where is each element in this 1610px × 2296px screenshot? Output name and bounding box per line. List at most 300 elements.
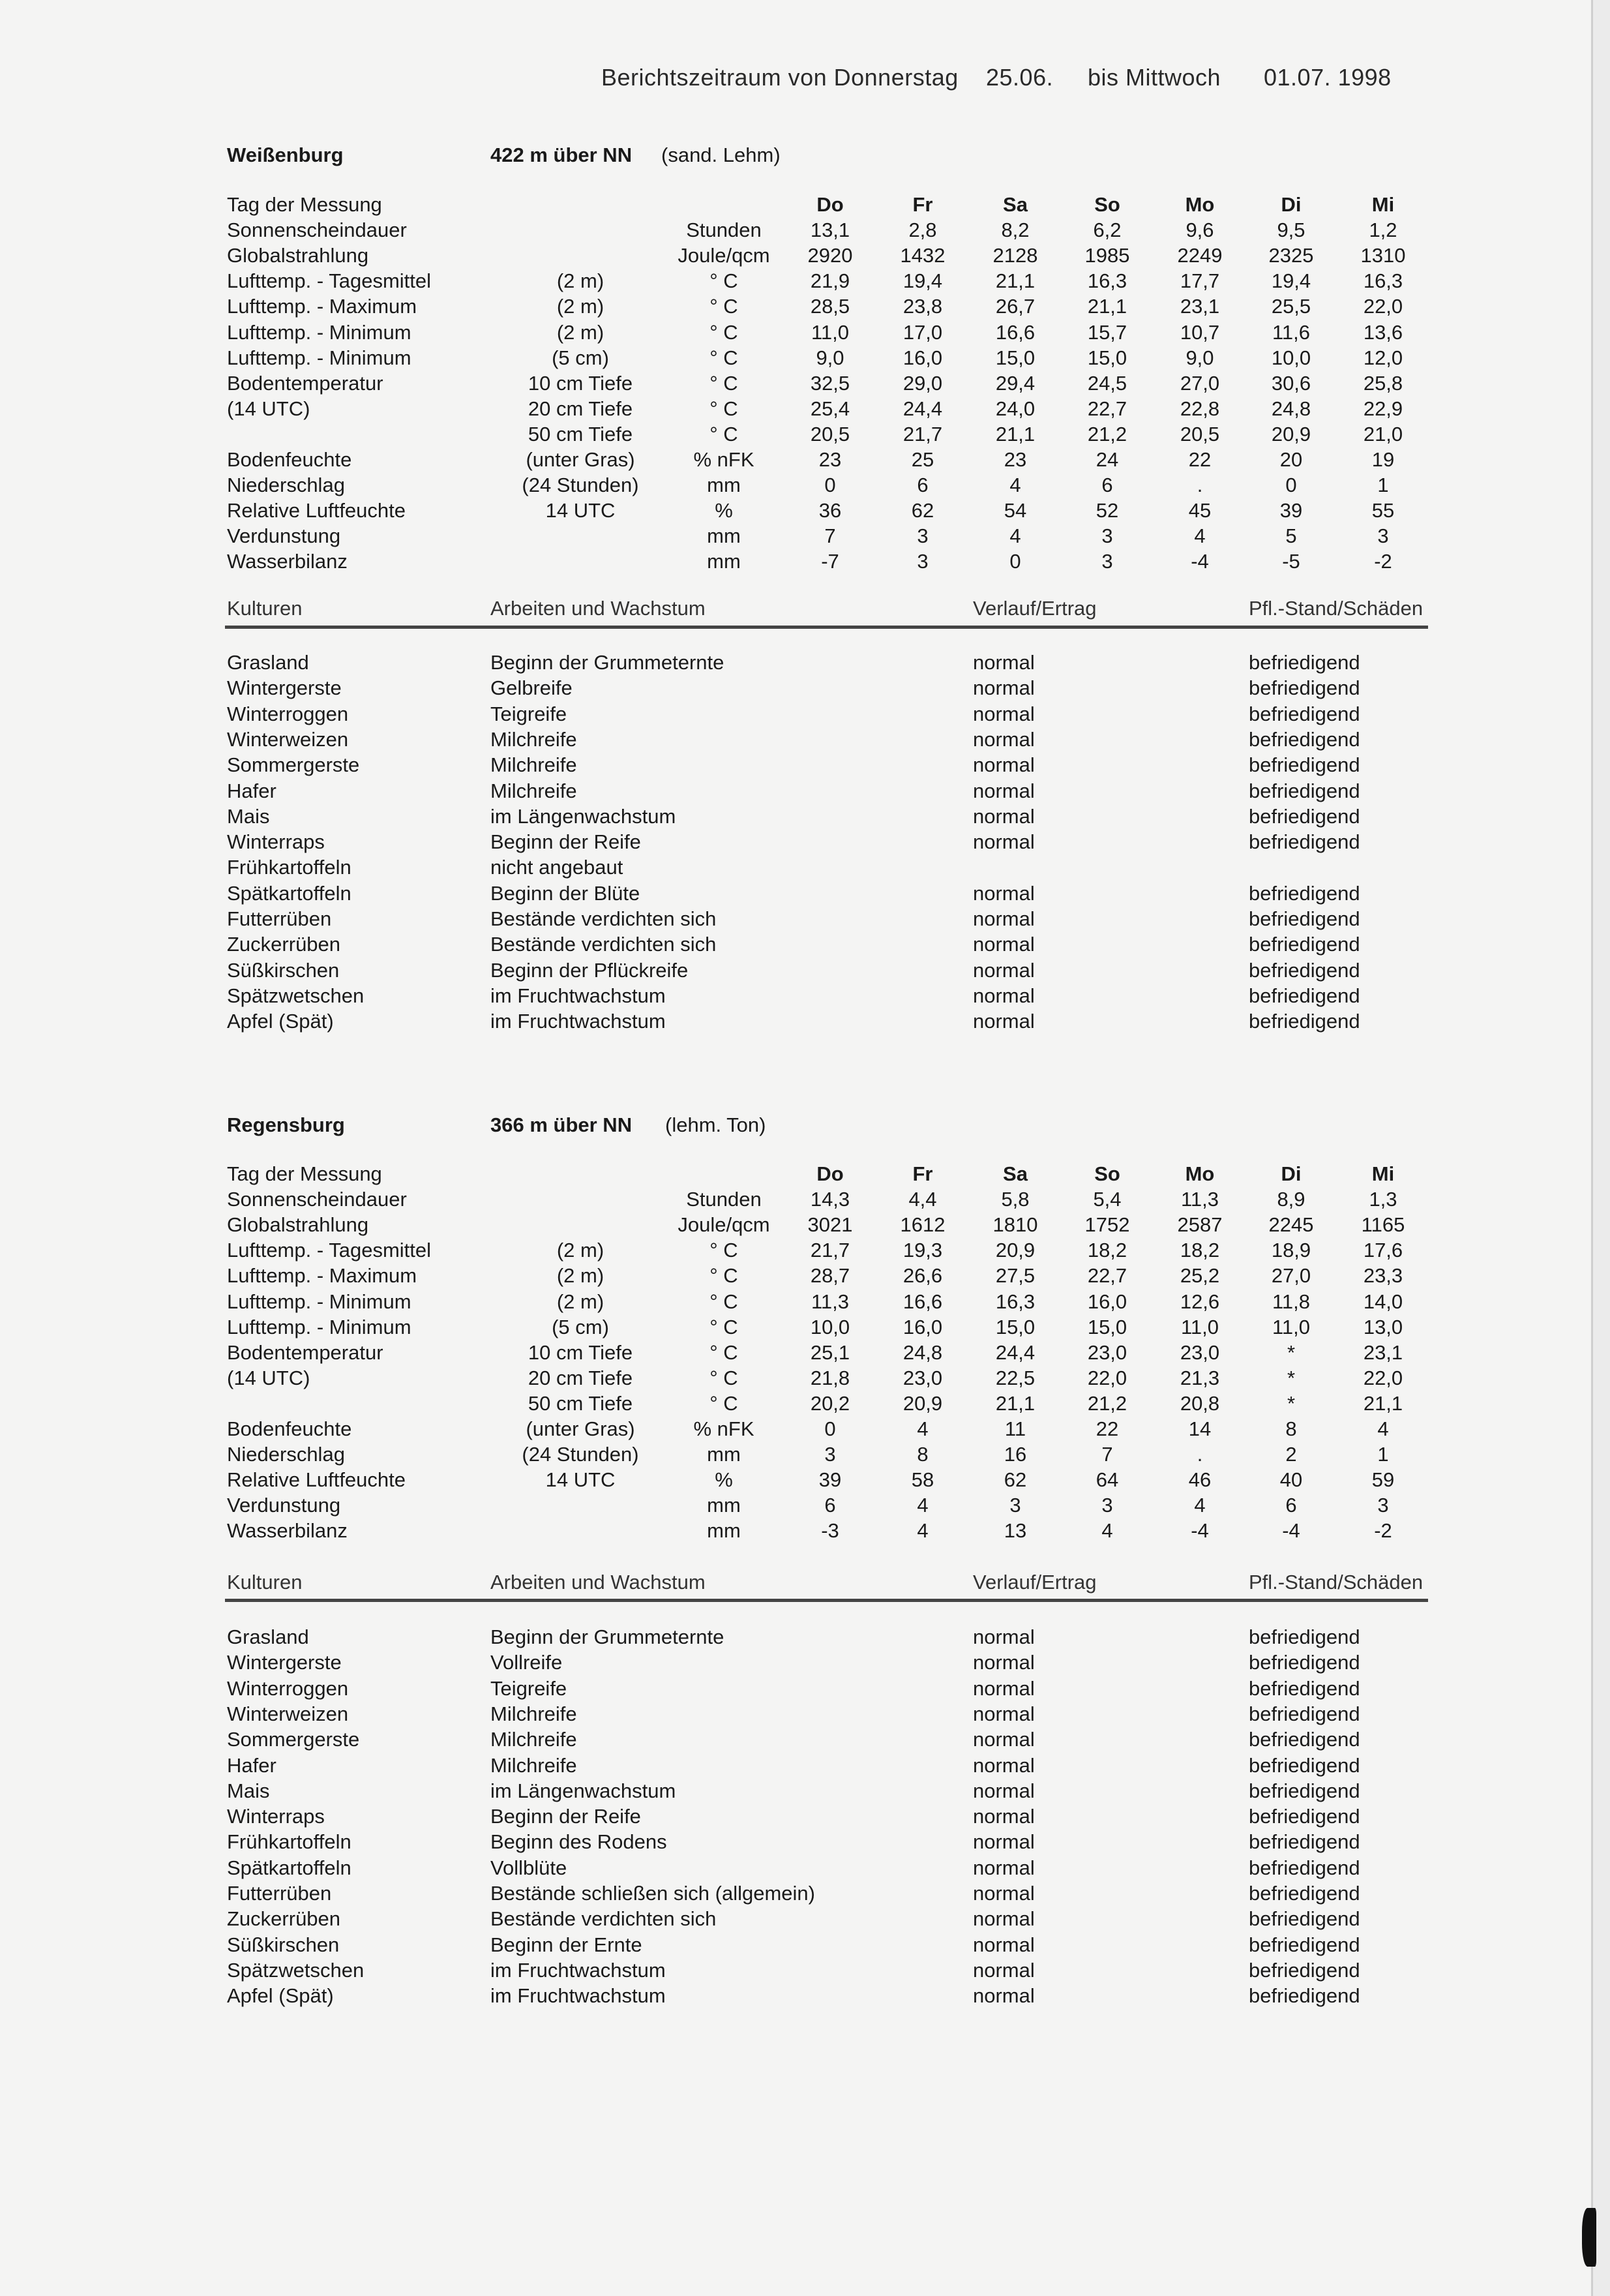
measurement-row xyxy=(0,1239,1591,1265)
row-label: Bodentemperatur xyxy=(227,1340,383,1364)
crop-status: Beginn der Reife xyxy=(490,830,641,854)
day-header: Mo xyxy=(1185,1162,1215,1185)
crop-condition: befriedigend xyxy=(1249,933,1360,956)
row-unit: mm xyxy=(707,524,741,548)
row-unit: mm xyxy=(707,1443,741,1466)
value-cell: 24 xyxy=(1096,448,1119,471)
value-cell: 1810 xyxy=(992,1213,1038,1237)
crop-name: Grasland xyxy=(227,1625,309,1648)
crop-status: Beginn der Grummeternte xyxy=(490,651,724,674)
report-period-from: 25.06. xyxy=(986,64,1054,91)
crop-status: Vollblüte xyxy=(490,1856,567,1879)
row-detail: (2 m) xyxy=(556,1264,604,1288)
crop-condition: befriedigend xyxy=(1249,1907,1360,1931)
row-unit: ° C xyxy=(709,371,738,395)
value-cell: 1985 xyxy=(1084,244,1130,267)
measurement-row xyxy=(0,1392,1591,1418)
crop-yield: normal xyxy=(973,779,1035,802)
crop-row xyxy=(0,676,1591,702)
crop-name: Frühkartoffeln xyxy=(227,1830,351,1854)
value-cell: 14,0 xyxy=(1363,1290,1403,1313)
value-cell: 21,1 xyxy=(995,269,1036,293)
value-cell: 23,0 xyxy=(902,1366,943,1389)
crops-column-header: Verlauf/Ertrag xyxy=(973,597,1097,620)
day-header: So xyxy=(1094,1162,1120,1185)
row-label: Lufttemp. - Minimum xyxy=(227,1315,411,1338)
crop-yield: normal xyxy=(973,933,1035,956)
value-cell: 16,6 xyxy=(995,320,1036,344)
row-unit: ° C xyxy=(709,346,738,369)
value-cell: 20 xyxy=(1279,448,1303,471)
row-detail: 50 cm Tiefe xyxy=(528,422,633,446)
value-cell: 22,0 xyxy=(1087,1366,1127,1389)
crop-condition: befriedigend xyxy=(1249,1984,1360,2008)
value-cell: 20,2 xyxy=(810,1391,850,1415)
crop-condition: befriedigend xyxy=(1249,1933,1360,1956)
crop-name: Sommergerste xyxy=(227,1728,360,1751)
value-cell: 9,0 xyxy=(1185,346,1214,369)
value-cell: 22 xyxy=(1096,1417,1119,1440)
value-cell: 4,4 xyxy=(908,1188,937,1211)
row-label: Sonnenscheindauer xyxy=(227,219,407,242)
crop-name: Winterraps xyxy=(227,1805,325,1828)
measurement-row xyxy=(0,499,1591,525)
crop-condition: befriedigend xyxy=(1249,779,1360,802)
crop-name: Wintergerste xyxy=(227,676,342,700)
soil-type: (lehm. Ton) xyxy=(665,1113,766,1136)
value-cell: 6 xyxy=(917,474,929,497)
crop-name: Wintergerste xyxy=(227,1651,342,1674)
day-header: Di xyxy=(1281,1162,1302,1185)
value-cell: 6 xyxy=(824,1494,836,1517)
row-detail: (2 m) xyxy=(556,1239,604,1262)
value-cell: 24,0 xyxy=(995,397,1036,420)
value-cell: 22,9 xyxy=(1363,397,1403,420)
row-unit: ° C xyxy=(709,320,738,344)
value-cell: 26,6 xyxy=(902,1264,943,1288)
crop-condition: befriedigend xyxy=(1249,1856,1360,1879)
measurement-row xyxy=(0,550,1591,576)
row-unit: Stunden xyxy=(686,219,762,242)
measurement-row xyxy=(0,1188,1591,1214)
value-cell: 17,6 xyxy=(1363,1239,1403,1262)
crop-name: Spätzwetschen xyxy=(227,984,365,1007)
crop-row xyxy=(0,1779,1591,1805)
value-cell: 18,2 xyxy=(1087,1239,1127,1262)
value-cell: 1 xyxy=(1377,1443,1389,1466)
value-cell: 3 xyxy=(1101,524,1113,548)
row-label: (14 UTC) xyxy=(227,1366,310,1389)
value-cell: 10,0 xyxy=(1271,346,1311,369)
measurement-row xyxy=(0,423,1591,449)
value-cell: 20,8 xyxy=(1180,1391,1220,1415)
row-unit: ° C xyxy=(709,1315,738,1338)
value-cell: 4 xyxy=(1101,1519,1113,1543)
measurement-row xyxy=(0,321,1591,347)
value-cell: 22,0 xyxy=(1363,295,1403,318)
crop-status: im Fruchtwachstum xyxy=(490,1010,666,1033)
day-header: Mi xyxy=(1371,193,1395,216)
value-cell: 16 xyxy=(1004,1443,1027,1466)
value-cell: . xyxy=(1197,1443,1203,1466)
day-header: Fr xyxy=(912,193,933,216)
value-cell: 6 xyxy=(1285,1494,1297,1517)
crop-yield: normal xyxy=(973,1625,1035,1648)
crop-yield: normal xyxy=(973,1651,1035,1674)
crop-yield: normal xyxy=(973,1830,1035,1854)
station-name: Weißenburg xyxy=(227,144,344,166)
value-cell: 19,4 xyxy=(1271,269,1311,293)
row-label: Verdunstung xyxy=(227,524,341,548)
value-cell: 29,0 xyxy=(902,371,943,395)
crop-status: im Fruchtwachstum xyxy=(490,1984,666,2008)
row-detail: (5 cm) xyxy=(552,346,609,369)
crop-name: Zuckerrüben xyxy=(227,1907,341,1931)
measurement-row xyxy=(0,448,1591,474)
row-label: Lufttemp. - Minimum xyxy=(227,320,411,344)
value-cell: 23,0 xyxy=(1180,1340,1220,1364)
report-period-prefix: Berichtszeitraum von Donnerstag xyxy=(601,64,959,91)
value-cell: 54 xyxy=(1004,499,1027,522)
crop-name: Mais xyxy=(227,1779,270,1802)
row-unit: mm xyxy=(707,550,741,573)
row-label: Relative Luftfeuchte xyxy=(227,499,406,522)
value-cell: 16,0 xyxy=(1087,1290,1127,1313)
row-label: Lufttemp. - Minimum xyxy=(227,346,411,369)
crop-status: Bestände verdichten sich xyxy=(490,933,717,956)
value-cell: 11,0 xyxy=(1272,1315,1311,1338)
value-cell: 5,4 xyxy=(1093,1188,1122,1211)
value-cell: 17,0 xyxy=(902,320,943,344)
value-cell: 19 xyxy=(1371,448,1395,471)
value-cell: 4 xyxy=(917,1417,929,1440)
crop-row xyxy=(0,1959,1591,1985)
value-cell: 13,1 xyxy=(810,219,850,242)
value-cell: 27,0 xyxy=(1271,1264,1311,1288)
value-cell: 8 xyxy=(917,1443,929,1466)
value-cell: 4 xyxy=(1377,1417,1389,1440)
row-detail: 20 cm Tiefe xyxy=(528,1366,633,1389)
crop-condition: befriedigend xyxy=(1249,804,1360,828)
value-cell: 4 xyxy=(1009,524,1021,548)
value-cell: 3 xyxy=(1377,1494,1389,1517)
value-cell: 15,0 xyxy=(1087,1315,1127,1338)
row-detail: (2 m) xyxy=(556,295,604,318)
day-header: Do xyxy=(816,1162,844,1185)
value-cell: 25,8 xyxy=(1363,371,1403,395)
crop-name: Apfel (Spät) xyxy=(227,1010,334,1033)
value-cell: 62 xyxy=(1004,1468,1027,1492)
value-cell: 16,3 xyxy=(1087,269,1127,293)
value-cell: 3 xyxy=(917,550,929,573)
crop-row xyxy=(0,882,1591,908)
crop-row xyxy=(0,1728,1591,1754)
row-label: Bodenfeuchte xyxy=(227,1417,352,1440)
crop-name: Grasland xyxy=(227,651,309,674)
measurement-row xyxy=(0,244,1591,270)
value-cell: 26,7 xyxy=(995,295,1036,318)
row-unit: ° C xyxy=(709,422,738,446)
measurement-row xyxy=(0,1468,1591,1494)
crop-yield: normal xyxy=(973,958,1035,982)
value-cell: 24,8 xyxy=(902,1340,943,1364)
crop-condition: befriedigend xyxy=(1249,1651,1360,1674)
value-cell: 2128 xyxy=(992,244,1038,267)
crop-row xyxy=(0,753,1591,779)
measurement-row xyxy=(0,1341,1591,1367)
crop-row xyxy=(0,779,1591,806)
crop-status: Vollreife xyxy=(490,1651,563,1674)
crop-yield: normal xyxy=(973,1907,1035,1931)
value-cell: 0 xyxy=(824,1417,836,1440)
crop-status: Beginn des Rodens xyxy=(490,1830,667,1854)
value-cell: 1,3 xyxy=(1369,1188,1397,1211)
value-cell: 15,0 xyxy=(1087,346,1127,369)
value-cell: 21,3 xyxy=(1180,1366,1220,1389)
crop-row xyxy=(0,856,1591,882)
value-cell: 7 xyxy=(1101,1443,1113,1466)
measurement-row xyxy=(0,1162,1591,1188)
crop-row xyxy=(0,1882,1591,1908)
soil-type: (sand. Lehm) xyxy=(661,144,781,166)
value-cell: 0 xyxy=(824,474,836,497)
crop-row xyxy=(0,1702,1591,1729)
crop-name: Hafer xyxy=(227,779,276,802)
row-detail: (2 m) xyxy=(556,320,604,344)
value-cell: 13,6 xyxy=(1363,320,1403,344)
value-cell: 19,3 xyxy=(902,1239,943,1262)
row-detail: (unter Gras) xyxy=(526,1417,635,1440)
value-cell: 45 xyxy=(1188,499,1212,522)
crop-yield: normal xyxy=(973,1676,1035,1700)
row-label: Tag der Messung xyxy=(227,1162,382,1185)
value-cell: 39 xyxy=(1279,499,1303,522)
crop-row xyxy=(0,830,1591,856)
crop-yield: normal xyxy=(973,804,1035,828)
measurement-row xyxy=(0,474,1591,500)
row-detail: 10 cm Tiefe xyxy=(528,371,633,395)
value-cell: 28,7 xyxy=(810,1264,850,1288)
row-unit: % nFK xyxy=(693,1417,754,1440)
row-unit: Joule/qcm xyxy=(678,244,770,267)
value-cell: 1432 xyxy=(900,244,946,267)
crop-condition: befriedigend xyxy=(1249,676,1360,700)
value-cell: 11,0 xyxy=(1180,1315,1219,1338)
value-cell: 16,3 xyxy=(995,1290,1036,1313)
crop-status: Milchreife xyxy=(490,753,577,777)
header-rule xyxy=(225,1599,1428,1602)
crop-condition: befriedigend xyxy=(1249,1753,1360,1777)
value-cell: 21,1 xyxy=(995,422,1036,446)
value-cell: 21,7 xyxy=(902,422,943,446)
value-cell: 4 xyxy=(1194,524,1206,548)
row-label: (14 UTC) xyxy=(227,397,310,420)
value-cell: 4 xyxy=(1194,1494,1206,1517)
measurement-row xyxy=(0,346,1591,372)
crop-row xyxy=(0,1805,1591,1831)
crop-yield: normal xyxy=(973,702,1035,725)
measurement-row xyxy=(0,1519,1591,1545)
crop-status: Beginn der Ernte xyxy=(490,1933,642,1956)
day-header: Mo xyxy=(1185,193,1215,216)
value-cell: 27,0 xyxy=(1180,371,1220,395)
day-header: So xyxy=(1094,193,1120,216)
crop-yield: normal xyxy=(973,881,1035,905)
value-cell: 1,2 xyxy=(1369,219,1397,242)
crop-row xyxy=(0,1625,1591,1652)
row-label: Verdunstung xyxy=(227,1494,341,1517)
value-cell: 25,5 xyxy=(1271,295,1311,318)
measurement-row xyxy=(0,1494,1591,1520)
crop-yield: normal xyxy=(973,984,1035,1007)
value-cell: 9,0 xyxy=(816,346,844,369)
row-label: Wasserbilanz xyxy=(227,1519,348,1543)
value-cell: -4 xyxy=(1191,1519,1209,1543)
value-cell: 5,8 xyxy=(1001,1188,1030,1211)
crop-name: Winterraps xyxy=(227,830,325,854)
row-detail: 20 cm Tiefe xyxy=(528,397,633,420)
day-header: Do xyxy=(816,193,844,216)
value-cell: 2587 xyxy=(1177,1213,1223,1237)
value-cell: 16,3 xyxy=(1363,269,1403,293)
value-cell: 1 xyxy=(1377,474,1389,497)
value-cell: 3 xyxy=(824,1443,836,1466)
crop-row xyxy=(0,1677,1591,1703)
crops-column-header: Kulturen xyxy=(227,1571,303,1594)
value-cell: 2920 xyxy=(807,244,853,267)
measurement-row xyxy=(0,397,1591,423)
day-header: Sa xyxy=(1003,1162,1028,1185)
value-cell: 16,6 xyxy=(902,1290,943,1313)
crop-status: Beginn der Blüte xyxy=(490,881,640,905)
crop-condition: befriedigend xyxy=(1249,958,1360,982)
crop-status: Beginn der Reife xyxy=(490,1805,641,1828)
crop-yield: normal xyxy=(973,830,1035,854)
value-cell: 3 xyxy=(1009,1494,1021,1517)
row-unit: mm xyxy=(707,474,741,497)
row-unit: mm xyxy=(707,1494,741,1517)
crops-column-header: Pfl.-Stand/Schäden xyxy=(1249,1571,1424,1594)
value-cell: 20,5 xyxy=(1180,422,1220,446)
value-cell: 20,5 xyxy=(810,422,850,446)
value-cell: 4 xyxy=(917,1519,929,1543)
crop-name: Winterweizen xyxy=(227,727,349,751)
value-cell: 22,8 xyxy=(1180,397,1220,420)
row-label: Lufttemp. - Tagesmittel xyxy=(227,1239,432,1262)
value-cell: 21,8 xyxy=(810,1366,850,1389)
crop-condition: befriedigend xyxy=(1249,1805,1360,1828)
crop-condition: befriedigend xyxy=(1249,881,1360,905)
crop-yield: normal xyxy=(973,1856,1035,1879)
crop-row xyxy=(0,1754,1591,1780)
crop-row xyxy=(0,1651,1591,1677)
value-cell: 11 xyxy=(1004,1417,1026,1440)
crop-condition: befriedigend xyxy=(1249,984,1360,1007)
value-cell: 17,7 xyxy=(1180,269,1220,293)
value-cell: 6 xyxy=(1101,474,1113,497)
row-label: Tag der Messung xyxy=(227,193,382,216)
crop-yield: normal xyxy=(973,907,1035,930)
value-cell: 46 xyxy=(1188,1468,1212,1492)
value-cell: 21,9 xyxy=(810,269,850,293)
value-cell: 11,0 xyxy=(811,320,850,344)
report-period-mid: bis Mittwoch xyxy=(1088,64,1221,91)
crop-row xyxy=(0,805,1591,831)
value-cell: 3021 xyxy=(807,1213,853,1237)
crop-status: Milchreife xyxy=(490,1702,577,1725)
crop-status: Milchreife xyxy=(490,779,577,802)
value-cell: 7 xyxy=(824,524,836,548)
crop-name: Mais xyxy=(227,804,270,828)
row-unit: ° C xyxy=(709,1290,738,1313)
crops-column-header: Pfl.-Stand/Schäden xyxy=(1249,597,1424,620)
value-cell: 30,6 xyxy=(1271,371,1311,395)
value-cell: 11,8 xyxy=(1272,1290,1311,1313)
value-cell: 22,5 xyxy=(995,1366,1036,1389)
report-period-to: 01.07. 1998 xyxy=(1264,64,1392,91)
value-cell: 1612 xyxy=(900,1213,946,1237)
value-cell: 22,7 xyxy=(1087,397,1127,420)
station-altitude: 422 m über NN xyxy=(490,144,633,166)
day-header: Fr xyxy=(912,1162,933,1185)
crop-yield: normal xyxy=(973,1753,1035,1777)
value-cell: 1165 xyxy=(1361,1213,1405,1237)
value-cell: 25,4 xyxy=(810,397,850,420)
value-cell: 27,5 xyxy=(995,1264,1036,1288)
crop-yield: normal xyxy=(973,753,1035,777)
crop-status: Milchreife xyxy=(490,727,577,751)
crop-status: Teigreife xyxy=(490,1676,567,1700)
value-cell: 32,5 xyxy=(810,371,850,395)
value-cell: 21,0 xyxy=(1363,422,1403,446)
value-cell: 23,3 xyxy=(1363,1264,1403,1288)
value-cell: 55 xyxy=(1371,499,1395,522)
value-cell: -2 xyxy=(1374,550,1392,573)
value-cell: * xyxy=(1287,1391,1296,1415)
value-cell: 3 xyxy=(1377,524,1389,548)
row-unit: ° C xyxy=(709,397,738,420)
measurement-row xyxy=(0,1316,1591,1342)
crop-name: Hafer xyxy=(227,1753,276,1777)
measurement-row xyxy=(0,1367,1591,1393)
crop-yield: normal xyxy=(973,1702,1035,1725)
value-cell: 23,8 xyxy=(902,295,943,318)
value-cell: 2245 xyxy=(1268,1213,1314,1237)
station-altitude: 366 m über NN xyxy=(490,1113,633,1136)
value-cell: 0 xyxy=(1009,550,1021,573)
crops-column-header: Arbeiten und Wachstum xyxy=(490,597,706,620)
crop-row xyxy=(0,1984,1591,2010)
crop-condition: befriedigend xyxy=(1249,1728,1360,1751)
value-cell: 8 xyxy=(1285,1417,1297,1440)
row-label: Lufttemp. - Maximum xyxy=(227,1264,417,1288)
value-cell: 3 xyxy=(1101,550,1113,573)
row-unit: ° C xyxy=(709,1264,738,1288)
day-header: Sa xyxy=(1003,193,1028,216)
measurement-row xyxy=(0,269,1591,295)
row-detail: (unter Gras) xyxy=(526,448,635,471)
value-cell: 21,1 xyxy=(1087,295,1127,318)
value-cell: -5 xyxy=(1282,550,1300,573)
crop-status: Bestände schließen sich (allgemein) xyxy=(490,1882,815,1905)
crop-name: Frühkartoffeln xyxy=(227,856,351,879)
value-cell: 4 xyxy=(1009,474,1021,497)
value-cell: 2249 xyxy=(1177,244,1223,267)
crop-row xyxy=(0,1830,1591,1856)
value-cell: 15,7 xyxy=(1087,320,1127,344)
crop-status: Milchreife xyxy=(490,1753,577,1777)
crop-condition: befriedigend xyxy=(1249,1779,1360,1802)
